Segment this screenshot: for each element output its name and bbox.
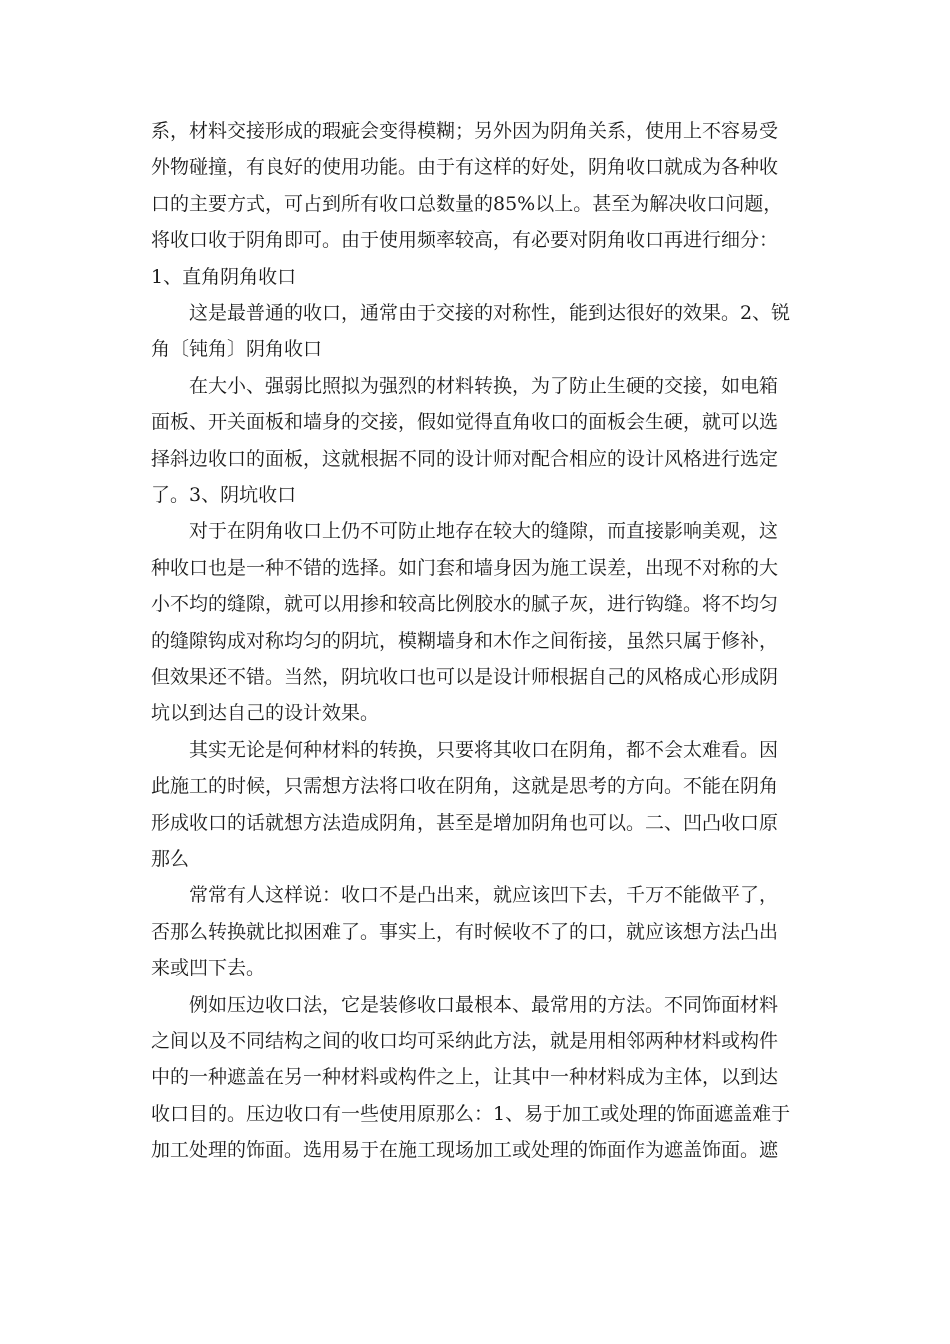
text-line: 角〔钝角〕阴角收口 — [151, 338, 323, 361]
text-line: 收口目的。压边收口有一些使用原那么：1、易于加工或处理的饰面遮盖难于 — [151, 1102, 791, 1125]
text-line: 形成收口的话就想方法造成阴角，甚至是增加阴角也可以。二、凹凸收口原 — [151, 811, 779, 834]
text-line: 系，材料交接形成的瑕疵会变得模糊；另外因为阴角关系，使用上不容易受 — [151, 120, 779, 142]
text-line: 小不均的缝隙，就可以用掺和较高比例胶水的腻子灰，进行钩缝。将不均匀 — [151, 593, 779, 616]
text-line: 1、直角阴角收口 — [151, 265, 297, 288]
text-line: 这是最普通的收口，通常由于交接的对称性，能到达很好的效果。2、锐 — [189, 302, 791, 324]
text-line: 其实无论是何种材料的转换，只要将其收口在阴角，都不会太难看。因 — [189, 738, 779, 761]
text-line: 将收口收于阴角即可。由于使用频率较高，有必要对阴角收口再进行细分： — [151, 229, 779, 252]
text-line: 常常有人这样说：收口不是凸出来，就应该凹下去，千万不能做平了， — [189, 884, 779, 907]
text-line: 中的一种遮盖在另一种材料或构件之上，让其中一种材料成为主体，以到达 — [151, 1066, 779, 1089]
text-line: 那么 — [151, 848, 190, 870]
text-line: 种收口也是一种不错的选择。如门套和墙身因为施工误差，出现不对称的大 — [151, 556, 779, 579]
text-line: 否那么转换就比拟困难了。事实上，有时候收不了的口，就应该想方法凸出 — [151, 920, 779, 943]
text-line: 择斜边收口的面板，这就根据不同的设计师对配合相应的设计风格进行选定 — [151, 447, 779, 470]
text-line: 的缝隙钩成对称均匀的阴坑，模糊墙身和木作之间衔接，虽然只属于修补， — [151, 629, 779, 652]
text-line: 坑以到达自己的设计效果。 — [151, 702, 380, 725]
text-line: 在大小、强弱比照拟为强烈的材料转换，为了防止生硬的交接，如电箱 — [189, 374, 779, 397]
text-line: 面板、开关面板和墙身的交接，假如觉得直角收口的面板会生硬，就可以选 — [151, 411, 779, 434]
text-line: 对于在阴角收口上仍不可防止地存在较大的缝隙，而直接影响美观，这 — [189, 520, 779, 543]
text-line: 此施工的时候，只需想方法将口收在阴角，这就是思考的方向。不能在阴角 — [151, 775, 779, 798]
text-line: 口的主要方式，可占到所有收口总数量的85%以上。甚至为解决收口问题， — [151, 192, 783, 215]
text-line: 加工处理的饰面。选用易于在施工现场加工或处理的饰面作为遮盖饰面。遮 — [151, 1139, 779, 1162]
text-line: 来或凹下去。 — [151, 957, 266, 980]
text-line: 例如压边收口法，它是装修收口最根本、最常用的方法。不同饰面材料 — [189, 993, 779, 1016]
text-line: 外物碰撞，有良好的使用功能。由于有这样的好处，阴角收口就成为各种收 — [151, 156, 779, 179]
text-line: 了。3、阴坑收口 — [151, 484, 297, 506]
text-line: 之间以及不同结构之间的收口均可采纳此方法，就是用相邻两种材料或构件 — [151, 1030, 779, 1052]
text-line: 但效果还不错。当然，阴坑收口也可以是设计师根据自己的风格成心形成阴 — [151, 666, 779, 688]
